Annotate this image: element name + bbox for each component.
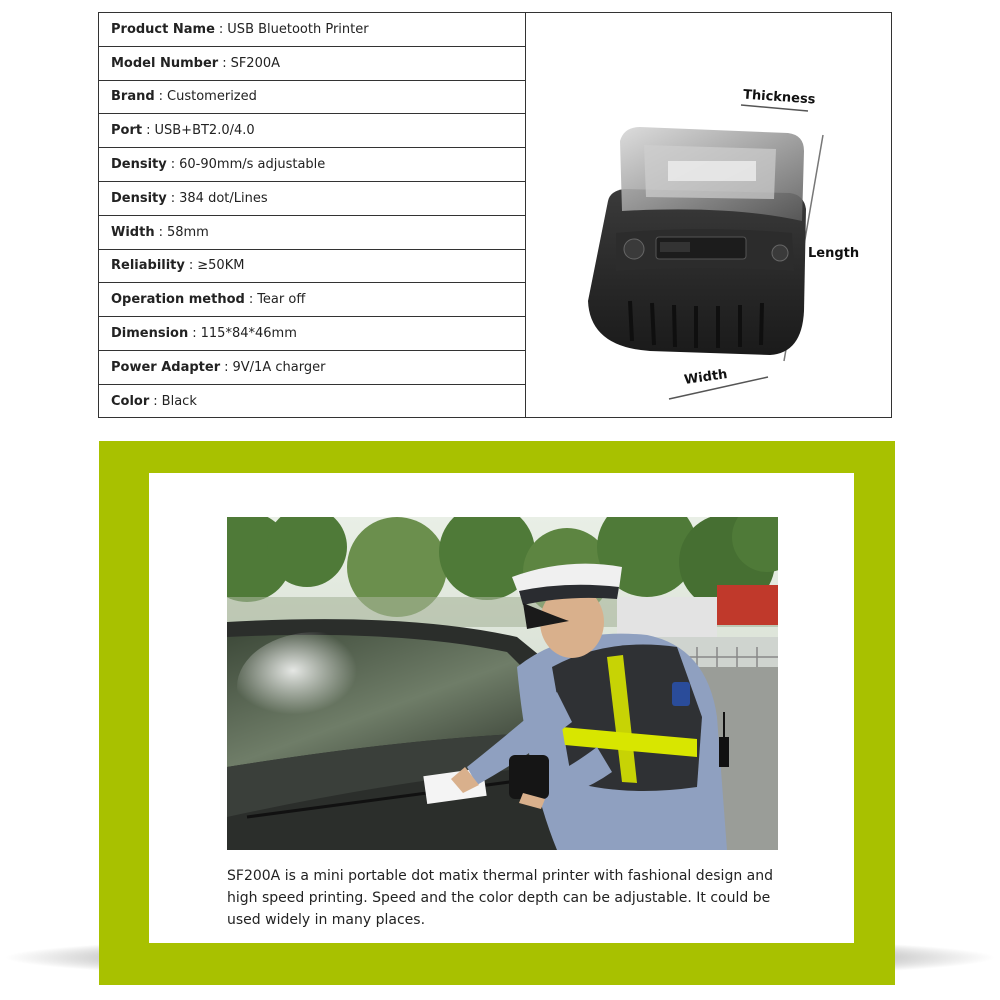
- green-frame: [99, 441, 895, 985]
- spec-value: Black: [161, 394, 197, 410]
- spec-label: Dimension: [111, 326, 189, 342]
- spec-label: Density: [111, 190, 167, 206]
- spec-separator: :: [146, 123, 151, 139]
- spec-box: [98, 12, 892, 418]
- officer-scene-illustration: [227, 517, 778, 850]
- spec-row: [99, 13, 525, 47]
- spec-row: [99, 317, 525, 351]
- spec-separator: :: [192, 326, 197, 342]
- spec-row: [99, 351, 525, 385]
- spec-value: 9V/1A charger: [232, 359, 326, 375]
- spec-separator: :: [218, 21, 224, 37]
- spec-separator: :: [224, 359, 229, 375]
- spec-separator: :: [153, 394, 158, 410]
- spec-label: Reliability: [111, 258, 185, 274]
- spec-row: [99, 81, 525, 115]
- spec-row: [99, 250, 525, 284]
- width-label: Width: [683, 367, 729, 388]
- spec-value: SF200A: [230, 55, 281, 71]
- spec-label: Model Number: [111, 55, 219, 71]
- spec-separator: :: [158, 224, 163, 240]
- spec-value: 115*84*46mm: [200, 326, 297, 342]
- spec-separator: :: [248, 292, 254, 308]
- spec-row: [99, 182, 525, 216]
- thickness-label: Thickness: [742, 87, 816, 108]
- printer-illustration: [580, 121, 820, 361]
- spec-value: 60-90mm/s adjustable: [179, 157, 326, 173]
- spec-row: [99, 283, 525, 317]
- spec-row: [99, 114, 525, 148]
- spec-table: [99, 13, 526, 417]
- usage-photo: [227, 517, 778, 850]
- spec-separator: :: [170, 190, 176, 206]
- spec-value: Customerized: [167, 89, 257, 105]
- printer-image-panel: [526, 13, 891, 417]
- spec-value: 58mm: [166, 224, 209, 240]
- spec-separator: :: [188, 258, 194, 274]
- spec-label: Power Adapter: [111, 359, 221, 375]
- spec-label: Port: [111, 123, 143, 139]
- spec-row: [99, 148, 525, 182]
- spec-value: Tear off: [257, 292, 306, 308]
- spec-separator: :: [222, 55, 227, 71]
- spec-value: ≥50KM: [197, 258, 245, 274]
- spec-label: Color: [111, 394, 150, 410]
- spec-label: Product Name: [111, 21, 215, 37]
- spec-separator: :: [158, 89, 164, 105]
- spec-row: [99, 385, 525, 419]
- spec-label: Operation method: [111, 292, 245, 308]
- length-label: Length: [808, 246, 860, 261]
- spec-row: [99, 216, 525, 250]
- spec-label: Density: [111, 157, 167, 173]
- spec-separator: :: [170, 157, 176, 173]
- spec-label: Width: [111, 224, 155, 240]
- spec-value: USB+BT2.0/4.0: [154, 123, 255, 139]
- product-description: SF200A is a mini portable dot matix thermal printer with fashional design and high speed printing. Speed and the color depth can be adjustable. It could be used widely in many places.: [227, 868, 773, 928]
- white-panel: [149, 473, 854, 943]
- spec-label: Brand: [111, 89, 155, 105]
- spec-row: [99, 47, 525, 81]
- spec-value: 384 dot/Lines: [179, 190, 268, 206]
- spec-value: USB Bluetooth Printer: [227, 21, 369, 37]
